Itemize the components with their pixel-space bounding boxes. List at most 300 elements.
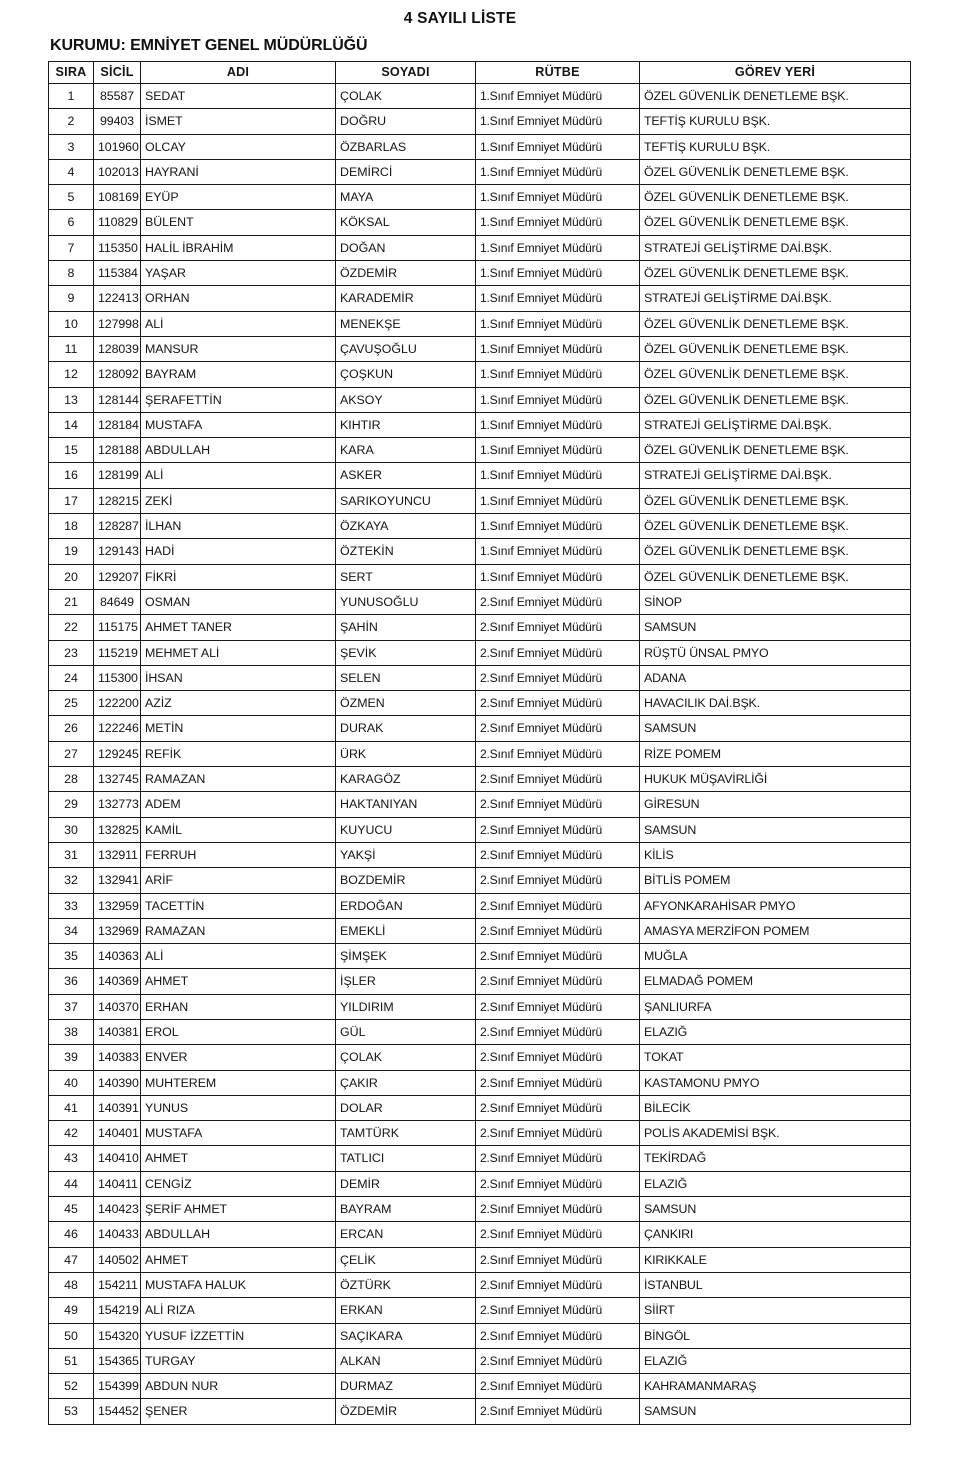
cell-gorev: KIRIKKALE xyxy=(640,1247,911,1272)
cell-adi: ALİ RIZA xyxy=(141,1298,336,1323)
table-row xyxy=(49,185,911,210)
table-row xyxy=(49,514,911,539)
table-row xyxy=(49,564,911,589)
cell-sicil: 132745 xyxy=(94,767,141,792)
cell-rutbe: 2.Sınıf Emniyet Müdürü xyxy=(476,1146,640,1171)
cell-rutbe: 2.Sınıf Emniyet Müdürü xyxy=(476,1171,640,1196)
cell-gorev: STRATEJİ GELİŞTİRME DAİ.BŞK. xyxy=(640,463,911,488)
cell-adi: SEDAT xyxy=(141,84,336,109)
cell-sira: 1 xyxy=(49,84,94,109)
cell-gorev: GİRESUN xyxy=(640,792,911,817)
cell-soyadi: ÇOLAK xyxy=(336,84,476,109)
cell-rutbe: 1.Sınıf Emniyet Müdürü xyxy=(476,336,640,361)
cell-sira: 46 xyxy=(49,1222,94,1247)
cell-soyadi: TAMTÜRK xyxy=(336,1121,476,1146)
cell-soyadi: KARADEMİR xyxy=(336,286,476,311)
table-row xyxy=(49,1222,911,1247)
table-row xyxy=(49,665,911,690)
cell-soyadi: ŞAHİN xyxy=(336,615,476,640)
cell-sicil: 154320 xyxy=(94,1323,141,1348)
cell-sicil: 140401 xyxy=(94,1121,141,1146)
cell-soyadi: SERT xyxy=(336,564,476,589)
cell-rutbe: 2.Sınıf Emniyet Müdürü xyxy=(476,1374,640,1399)
cell-soyadi: KIHTIR xyxy=(336,412,476,437)
cell-sira: 5 xyxy=(49,185,94,210)
cell-gorev: MUĞLA xyxy=(640,944,911,969)
cell-rutbe: 2.Sınıf Emniyet Müdürü xyxy=(476,1399,640,1424)
cell-sicil: 132969 xyxy=(94,918,141,943)
cell-sira: 38 xyxy=(49,1019,94,1044)
cell-sira: 17 xyxy=(49,488,94,513)
cell-soyadi: ÖZDEMİR xyxy=(336,261,476,286)
cell-adi: ZEKİ xyxy=(141,488,336,513)
cell-sicil: 140411 xyxy=(94,1171,141,1196)
cell-sicil: 132959 xyxy=(94,893,141,918)
cell-adi: METİN xyxy=(141,716,336,741)
cell-soyadi: HAKTANIYAN xyxy=(336,792,476,817)
cell-gorev: SİİRT xyxy=(640,1298,911,1323)
cell-adi: ŞENER xyxy=(141,1399,336,1424)
cell-rutbe: 1.Sınıf Emniyet Müdürü xyxy=(476,539,640,564)
cell-soyadi: ASKER xyxy=(336,463,476,488)
cell-soyadi: TATLICI xyxy=(336,1146,476,1171)
table-header xyxy=(49,62,911,84)
cell-adi: AHMET xyxy=(141,969,336,994)
cell-sicil: 127998 xyxy=(94,311,141,336)
table-row xyxy=(49,767,911,792)
cell-rutbe: 2.Sınıf Emniyet Müdürü xyxy=(476,640,640,665)
table-row xyxy=(49,311,911,336)
cell-adi: BÜLENT xyxy=(141,210,336,235)
cell-sira: 44 xyxy=(49,1171,94,1196)
cell-sicil: 128188 xyxy=(94,438,141,463)
page-title: 4 SAYILI LİSTE xyxy=(403,10,517,27)
cell-adi: ALİ xyxy=(141,311,336,336)
cell-adi: MUSTAFA xyxy=(141,412,336,437)
cell-adi: YUNUS xyxy=(141,1095,336,1120)
cell-adi: AHMET TANER xyxy=(141,615,336,640)
table-row xyxy=(49,842,911,867)
cell-sira: 41 xyxy=(49,1095,94,1120)
cell-gorev: İSTANBUL xyxy=(640,1272,911,1297)
cell-sicil: 140383 xyxy=(94,1045,141,1070)
table-row xyxy=(49,1374,911,1399)
table-row xyxy=(49,438,911,463)
cell-gorev: ÖZEL GÜVENLİK DENETLEME BŞK. xyxy=(640,564,911,589)
cell-gorev: STRATEJİ GELİŞTİRME DAİ.BŞK. xyxy=(640,412,911,437)
cell-adi: ALİ xyxy=(141,944,336,969)
cell-sira: 2 xyxy=(49,109,94,134)
cell-adi: AHMET xyxy=(141,1146,336,1171)
cell-rutbe: 2.Sınıf Emniyet Müdürü xyxy=(476,691,640,716)
cell-sicil: 129143 xyxy=(94,539,141,564)
cell-sira: 36 xyxy=(49,969,94,994)
cell-rutbe: 2.Sınıf Emniyet Müdürü xyxy=(476,1298,640,1323)
cell-sira: 15 xyxy=(49,438,94,463)
cell-gorev: ÖZEL GÜVENLİK DENETLEME BŞK. xyxy=(640,311,911,336)
table-row xyxy=(49,1197,911,1222)
cell-soyadi: YUNUSOĞLU xyxy=(336,589,476,614)
cell-soyadi: YAKŞİ xyxy=(336,842,476,867)
cell-adi: REFİK xyxy=(141,741,336,766)
table-row xyxy=(49,640,911,665)
cell-rutbe: 2.Sınıf Emniyet Müdürü xyxy=(476,716,640,741)
cell-adi: OSMAN xyxy=(141,589,336,614)
cell-adi: HADİ xyxy=(141,539,336,564)
cell-adi: ENVER xyxy=(141,1045,336,1070)
table-row xyxy=(49,1070,911,1095)
table-row xyxy=(49,994,911,1019)
cell-soyadi: ÖZKAYA xyxy=(336,514,476,539)
cell-sira: 18 xyxy=(49,514,94,539)
cell-sira: 53 xyxy=(49,1399,94,1424)
cell-gorev: SİNOP xyxy=(640,589,911,614)
cell-sira: 47 xyxy=(49,1247,94,1272)
cell-rutbe: 2.Sınıf Emniyet Müdürü xyxy=(476,817,640,842)
cell-sicil: 128199 xyxy=(94,463,141,488)
column-header-soyadi: SOYADI xyxy=(336,62,476,84)
cell-rutbe: 1.Sınıf Emniyet Müdürü xyxy=(476,387,640,412)
cell-sicil: 140369 xyxy=(94,969,141,994)
cell-adi: ARİF xyxy=(141,868,336,893)
cell-rutbe: 2.Sınıf Emniyet Müdürü xyxy=(476,1247,640,1272)
cell-adi: ABDULLAH xyxy=(141,438,336,463)
cell-gorev: SAMSUN xyxy=(640,716,911,741)
cell-gorev: HUKUK MÜŞAVİRLİĞİ xyxy=(640,767,911,792)
cell-sicil: 154365 xyxy=(94,1348,141,1373)
cell-rutbe: 2.Sınıf Emniyet Müdürü xyxy=(476,994,640,1019)
cell-adi: ALİ xyxy=(141,463,336,488)
cell-gorev: BİLECİK xyxy=(640,1095,911,1120)
cell-sicil: 132941 xyxy=(94,868,141,893)
cell-sicil: 84649 xyxy=(94,589,141,614)
table-row xyxy=(49,716,911,741)
cell-adi: İHSAN xyxy=(141,665,336,690)
cell-sira: 40 xyxy=(49,1070,94,1095)
cell-gorev: ELAZIĞ xyxy=(640,1348,911,1373)
cell-rutbe: 2.Sınıf Emniyet Müdürü xyxy=(476,1019,640,1044)
cell-adi: YUSUF İZZETTİN xyxy=(141,1323,336,1348)
cell-sicil: 128287 xyxy=(94,514,141,539)
cell-gorev: ÖZEL GÜVENLİK DENETLEME BŞK. xyxy=(640,362,911,387)
table-row xyxy=(49,1171,911,1196)
table-row xyxy=(49,210,911,235)
cell-sira: 11 xyxy=(49,336,94,361)
cell-sicil: 128184 xyxy=(94,412,141,437)
cell-rutbe: 2.Sınıf Emniyet Müdürü xyxy=(476,944,640,969)
cell-gorev: AFYONKARAHİSAR PMYO xyxy=(640,893,911,918)
table-header-row xyxy=(49,62,911,84)
cell-adi: ABDUN NUR xyxy=(141,1374,336,1399)
cell-sira: 20 xyxy=(49,564,94,589)
cell-sira: 16 xyxy=(49,463,94,488)
cell-gorev: ÖZEL GÜVENLİK DENETLEME BŞK. xyxy=(640,514,911,539)
table-row xyxy=(49,1019,911,1044)
cell-gorev: KAHRAMANMARAŞ xyxy=(640,1374,911,1399)
cell-gorev: TEFTİŞ KURULU BŞK. xyxy=(640,109,911,134)
cell-sira: 25 xyxy=(49,691,94,716)
cell-rutbe: 2.Sınıf Emniyet Müdürü xyxy=(476,1222,640,1247)
cell-rutbe: 1.Sınıf Emniyet Müdürü xyxy=(476,235,640,260)
cell-gorev: ÇANKIRI xyxy=(640,1222,911,1247)
cell-sicil: 140390 xyxy=(94,1070,141,1095)
cell-gorev: SAMSUN xyxy=(640,1197,911,1222)
cell-rutbe: 1.Sınıf Emniyet Müdürü xyxy=(476,210,640,235)
cell-soyadi: ÇELİK xyxy=(336,1247,476,1272)
cell-sira: 27 xyxy=(49,741,94,766)
cell-soyadi: AKSOY xyxy=(336,387,476,412)
table-row xyxy=(49,412,911,437)
cell-adi: HALİL İBRAHİM xyxy=(141,235,336,260)
column-header-gorev: GÖREV YERİ xyxy=(640,62,911,84)
cell-soyadi: ERCAN xyxy=(336,1222,476,1247)
cell-sicil: 122246 xyxy=(94,716,141,741)
cell-sicil: 115384 xyxy=(94,261,141,286)
table-row xyxy=(49,1298,911,1323)
table-row xyxy=(49,261,911,286)
cell-adi: YAŞAR xyxy=(141,261,336,286)
cell-rutbe: 1.Sınıf Emniyet Müdürü xyxy=(476,134,640,159)
table-row xyxy=(49,387,911,412)
cell-rutbe: 2.Sınıf Emniyet Müdürü xyxy=(476,1095,640,1120)
cell-sira: 23 xyxy=(49,640,94,665)
cell-gorev: STRATEJİ GELİŞTİRME DAİ.BŞK. xyxy=(640,235,911,260)
cell-soyadi: DURMAZ xyxy=(336,1374,476,1399)
cell-gorev: POLİS AKADEMİSİ BŞK. xyxy=(640,1121,911,1146)
cell-rutbe: 1.Sınıf Emniyet Müdürü xyxy=(476,564,640,589)
table-row xyxy=(49,868,911,893)
cell-sicil: 140363 xyxy=(94,944,141,969)
cell-gorev: ELAZIĞ xyxy=(640,1019,911,1044)
cell-rutbe: 2.Sınıf Emniyet Müdürü xyxy=(476,1348,640,1373)
cell-rutbe: 2.Sınıf Emniyet Müdürü xyxy=(476,893,640,918)
institution-label: KURUMU: EMNİYET GENEL MÜDÜRLÜĞÜ xyxy=(50,37,368,54)
cell-sicil: 129245 xyxy=(94,741,141,766)
cell-sira: 28 xyxy=(49,767,94,792)
cell-rutbe: 2.Sınıf Emniyet Müdürü xyxy=(476,1045,640,1070)
cell-soyadi: KÖKSAL xyxy=(336,210,476,235)
cell-gorev: ÖZEL GÜVENLİK DENETLEME BŞK. xyxy=(640,210,911,235)
table-body xyxy=(49,84,911,1425)
cell-sira: 37 xyxy=(49,994,94,1019)
cell-sira: 12 xyxy=(49,362,94,387)
cell-adi: MANSUR xyxy=(141,336,336,361)
table-row xyxy=(49,792,911,817)
cell-soyadi: ALKAN xyxy=(336,1348,476,1373)
cell-sicil: 140410 xyxy=(94,1146,141,1171)
table-row xyxy=(49,1272,911,1297)
cell-sira: 31 xyxy=(49,842,94,867)
cell-sicil: 140370 xyxy=(94,994,141,1019)
cell-sicil: 128039 xyxy=(94,336,141,361)
cell-sira: 14 xyxy=(49,412,94,437)
cell-sira: 21 xyxy=(49,589,94,614)
cell-soyadi: SARIKOYUNCU xyxy=(336,488,476,513)
table-row xyxy=(49,1348,911,1373)
cell-sicil: 108169 xyxy=(94,185,141,210)
cell-adi: ŞERAFETTİN xyxy=(141,387,336,412)
cell-sicil: 140433 xyxy=(94,1222,141,1247)
cell-gorev: ÖZEL GÜVENLİK DENETLEME BŞK. xyxy=(640,336,911,361)
cell-sira: 45 xyxy=(49,1197,94,1222)
table-row xyxy=(49,1045,911,1070)
column-header-rutbe: RÜTBE xyxy=(476,62,640,84)
table-row xyxy=(49,589,911,614)
cell-gorev: STRATEJİ GELİŞTİRME DAİ.BŞK. xyxy=(640,286,911,311)
cell-rutbe: 2.Sınıf Emniyet Müdürü xyxy=(476,665,640,690)
cell-sicil: 140381 xyxy=(94,1019,141,1044)
cell-sicil: 115350 xyxy=(94,235,141,260)
table-row xyxy=(49,893,911,918)
cell-adi: İLHAN xyxy=(141,514,336,539)
cell-gorev: TEKİRDAĞ xyxy=(640,1146,911,1171)
table-row xyxy=(49,463,911,488)
cell-sicil: 122413 xyxy=(94,286,141,311)
cell-sira: 19 xyxy=(49,539,94,564)
cell-soyadi: ERDOĞAN xyxy=(336,893,476,918)
cell-sicil: 128144 xyxy=(94,387,141,412)
cell-adi: EYÜP xyxy=(141,185,336,210)
cell-adi: ŞERİF AHMET xyxy=(141,1197,336,1222)
cell-soyadi: ERKAN xyxy=(336,1298,476,1323)
cell-rutbe: 1.Sınıf Emniyet Müdürü xyxy=(476,438,640,463)
cell-soyadi: ÖZTÜRK xyxy=(336,1272,476,1297)
cell-sira: 52 xyxy=(49,1374,94,1399)
cell-sicil: 102013 xyxy=(94,159,141,184)
cell-sira: 8 xyxy=(49,261,94,286)
cell-adi: OLCAY xyxy=(141,134,336,159)
cell-gorev: ÖZEL GÜVENLİK DENETLEME BŞK. xyxy=(640,84,911,109)
cell-adi: HAYRANİ xyxy=(141,159,336,184)
cell-rutbe: 2.Sınıf Emniyet Müdürü xyxy=(476,767,640,792)
cell-gorev: ÖZEL GÜVENLİK DENETLEME BŞK. xyxy=(640,387,911,412)
cell-soyadi: DOĞRU xyxy=(336,109,476,134)
cell-adi: RAMAZAN xyxy=(141,918,336,943)
cell-sicil: 128092 xyxy=(94,362,141,387)
cell-gorev: ELAZIĞ xyxy=(640,1171,911,1196)
cell-sicil: 129207 xyxy=(94,564,141,589)
table-row xyxy=(49,539,911,564)
cell-soyadi: ÇOLAK xyxy=(336,1045,476,1070)
table-row xyxy=(49,235,911,260)
cell-sicil: 140423 xyxy=(94,1197,141,1222)
cell-sira: 43 xyxy=(49,1146,94,1171)
cell-gorev: ŞANLIURFA xyxy=(640,994,911,1019)
cell-sira: 9 xyxy=(49,286,94,311)
cell-adi: MUSTAFA HALUK xyxy=(141,1272,336,1297)
cell-soyadi: ÜRK xyxy=(336,741,476,766)
cell-rutbe: 2.Sınıf Emniyet Müdürü xyxy=(476,842,640,867)
cell-adi: TURGAY xyxy=(141,1348,336,1373)
cell-soyadi: İŞLER xyxy=(336,969,476,994)
cell-adi: MUHTEREM xyxy=(141,1070,336,1095)
cell-sira: 32 xyxy=(49,868,94,893)
cell-gorev: RÜŞTÜ ÜNSAL PMYO xyxy=(640,640,911,665)
column-header-sicil: SİCİL xyxy=(94,62,141,84)
cell-sira: 42 xyxy=(49,1121,94,1146)
cell-rutbe: 2.Sınıf Emniyet Müdürü xyxy=(476,1272,640,1297)
cell-soyadi: KARAGÖZ xyxy=(336,767,476,792)
cell-rutbe: 2.Sınıf Emniyet Müdürü xyxy=(476,741,640,766)
cell-adi: ORHAN xyxy=(141,286,336,311)
table-row xyxy=(49,1121,911,1146)
table-row xyxy=(49,286,911,311)
cell-sicil: 110829 xyxy=(94,210,141,235)
cell-gorev: HAVACILIK DAİ.BŞK. xyxy=(640,691,911,716)
cell-gorev: KİLİS xyxy=(640,842,911,867)
cell-adi: MEHMET ALİ xyxy=(141,640,336,665)
cell-adi: İSMET xyxy=(141,109,336,134)
table-row xyxy=(49,918,911,943)
table-row xyxy=(49,84,911,109)
cell-adi: RAMAZAN xyxy=(141,767,336,792)
cell-rutbe: 2.Sınıf Emniyet Müdürü xyxy=(476,1070,640,1095)
column-header-adi: ADI xyxy=(141,62,336,84)
cell-sicil: 154211 xyxy=(94,1272,141,1297)
cell-sicil: 132773 xyxy=(94,792,141,817)
cell-soyadi: ÖZDEMİR xyxy=(336,1399,476,1424)
cell-sicil: 154452 xyxy=(94,1399,141,1424)
table-row xyxy=(49,336,911,361)
cell-sira: 7 xyxy=(49,235,94,260)
cell-sira: 35 xyxy=(49,944,94,969)
table-row xyxy=(49,488,911,513)
cell-sicil: 101960 xyxy=(94,134,141,159)
cell-sicil: 99403 xyxy=(94,109,141,134)
cell-rutbe: 1.Sınıf Emniyet Müdürü xyxy=(476,109,640,134)
cell-soyadi: SELEN xyxy=(336,665,476,690)
table-row xyxy=(49,1095,911,1120)
table-row xyxy=(49,615,911,640)
cell-adi: TACETTİN xyxy=(141,893,336,918)
cell-rutbe: 1.Sınıf Emniyet Müdürü xyxy=(476,311,640,336)
cell-sicil: 132911 xyxy=(94,842,141,867)
table-row xyxy=(49,944,911,969)
table-row xyxy=(49,159,911,184)
cell-gorev: TEFTİŞ KURULU BŞK. xyxy=(640,134,911,159)
cell-rutbe: 1.Sınıf Emniyet Müdürü xyxy=(476,286,640,311)
cell-sira: 34 xyxy=(49,918,94,943)
cell-sicil: 154399 xyxy=(94,1374,141,1399)
cell-gorev: ÖZEL GÜVENLİK DENETLEME BŞK. xyxy=(640,539,911,564)
table-row xyxy=(49,1323,911,1348)
cell-soyadi: DEMİR xyxy=(336,1171,476,1196)
cell-sicil: 122200 xyxy=(94,691,141,716)
table-row xyxy=(49,969,911,994)
cell-sira: 48 xyxy=(49,1272,94,1297)
cell-adi: BAYRAM xyxy=(141,362,336,387)
cell-rutbe: 1.Sınıf Emniyet Müdürü xyxy=(476,159,640,184)
personnel-table xyxy=(48,61,911,1425)
cell-soyadi: ÇAVUŞOĞLU xyxy=(336,336,476,361)
cell-sira: 24 xyxy=(49,665,94,690)
column-header-sira: SIRA xyxy=(49,62,94,84)
cell-sira: 6 xyxy=(49,210,94,235)
cell-rutbe: 1.Sınıf Emniyet Müdürü xyxy=(476,514,640,539)
cell-soyadi: ÖZMEN xyxy=(336,691,476,716)
cell-sicil: 85587 xyxy=(94,84,141,109)
cell-sira: 51 xyxy=(49,1348,94,1373)
cell-gorev: TOKAT xyxy=(640,1045,911,1070)
cell-sira: 29 xyxy=(49,792,94,817)
table-row xyxy=(49,1399,911,1424)
cell-soyadi: MAYA xyxy=(336,185,476,210)
cell-soyadi: YILDIRIM xyxy=(336,994,476,1019)
cell-adi: MUSTAFA xyxy=(141,1121,336,1146)
cell-sicil: 140502 xyxy=(94,1247,141,1272)
cell-sira: 33 xyxy=(49,893,94,918)
cell-adi: EROL xyxy=(141,1019,336,1044)
